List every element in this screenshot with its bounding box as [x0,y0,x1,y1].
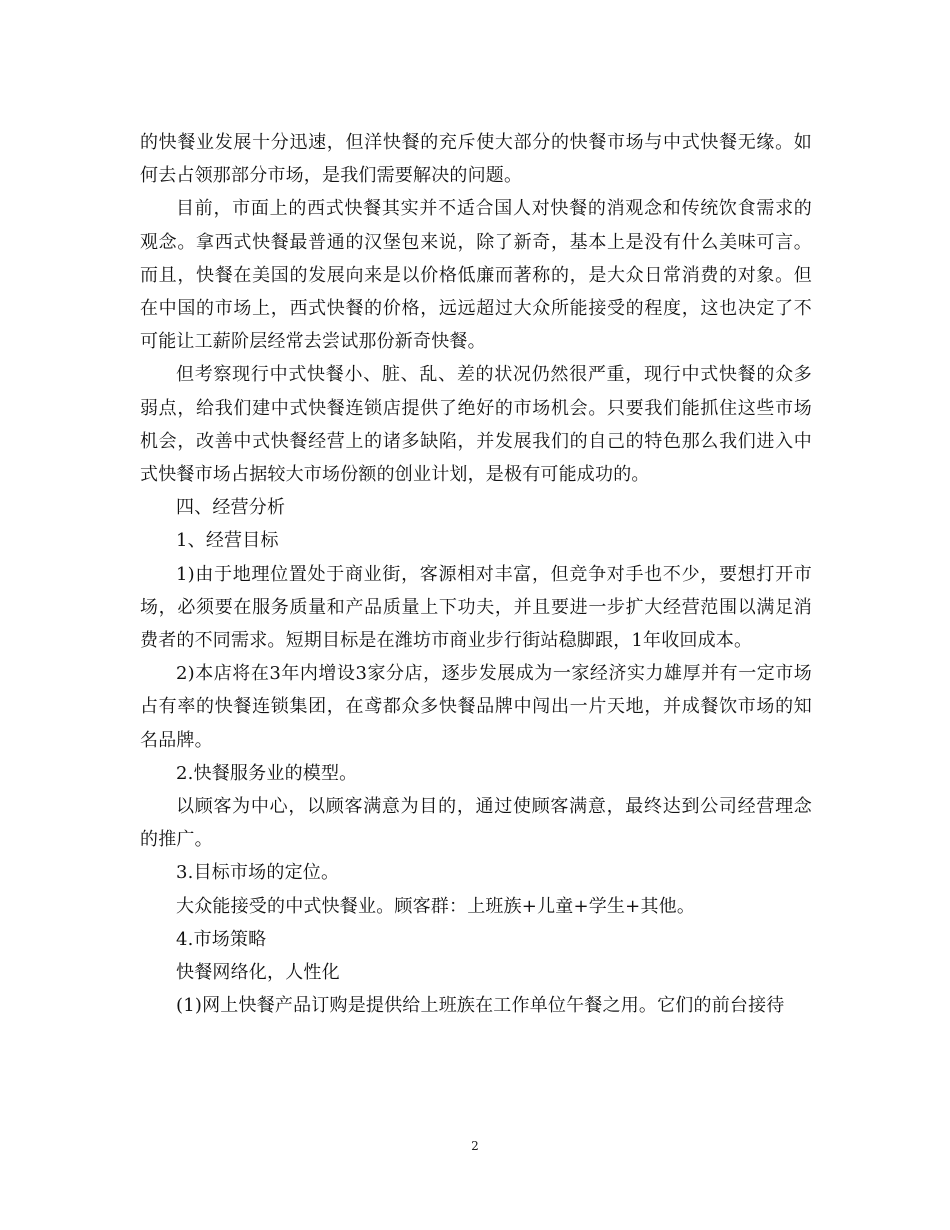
subsection-heading: 1、经营目标 [176,530,279,552]
paragraph: 快餐网络化，人性化 [176,962,340,984]
paragraph: 1)由于地理位置处于商业街，客源相对丰富，但竞争对手也不少，要想打开市场，必须要在服务质量和产品质量上下功夫，并且要进一步扩大经营范围以满足消费者的不同需求。短期目标是在潍坊市商业步行街站稳脚跟，1年收回成本。 [140,563,812,652]
subsection-heading: 3.目标市场的定位。 [176,862,340,884]
paragraph: 但考察现行中式快餐小、脏、乱、差的状况仍然很严重，现行中式快餐的众多弱点，给我们建中式快餐连锁店提供了绝好的市场机会。只要我们能抓住这些市场机会，改善中式快餐经营上的诸多缺陷，并发展我们的自己的特色那么我们进入中式快餐市场占据较大市场份额的创业计划，是极有可能成功的。 [140,364,812,486]
subsection-heading: 2.快餐服务业的模型。 [176,762,358,784]
paragraph: 以顾客为中心，以顾客满意为目的，通过使顾客满意，最终达到公司经营理念的推广。 [140,796,812,851]
document-body [140,126,812,1022]
paragraph: (1)网上快餐产品订购是提供给上班族在工作单位午餐之用。它们的前台接待 [176,995,785,1017]
paragraph: 大众能接受的中式快餐业。顾客群：上班族+儿童+学生+其他。 [176,895,696,917]
page-number: 2 [471,1139,479,1153]
subsection-heading: 4.市场策略 [176,928,267,950]
paragraph: 2)本店将在3年内增设3家分店，逐步发展成为一家经济实力雄厚并有一定市场占有率的快餐连锁集团，在鸢都众多快餐品牌中闯出一片天地，并成餐饮市场的知名品牌。 [140,663,812,751]
paragraph: 目前，市面上的西式快餐其实并不适合国人对快餐的消观念和传统饮食需求的观念。拿西式快餐最普通的汉堡包来说，除了新奇，基本上是没有什么美味可言。而且，快餐在美国的发展向来是以价格低廉而著称的，是大众日常消费的对象。但在中国的市场上，西式快餐的价格，远远超过大众所能接受的程度，这也决定了不可能让工薪阶层经常去尝试那份新奇快餐。 [140,198,812,353]
paragraph: 的快餐业发展十分迅速，但洋快餐的充斥使大部分的快餐市场与中式快餐无缘。如何去占领那部分市场，是我们需要解决的问题。 [140,132,812,187]
section-heading: 四、经营分析 [176,497,286,519]
